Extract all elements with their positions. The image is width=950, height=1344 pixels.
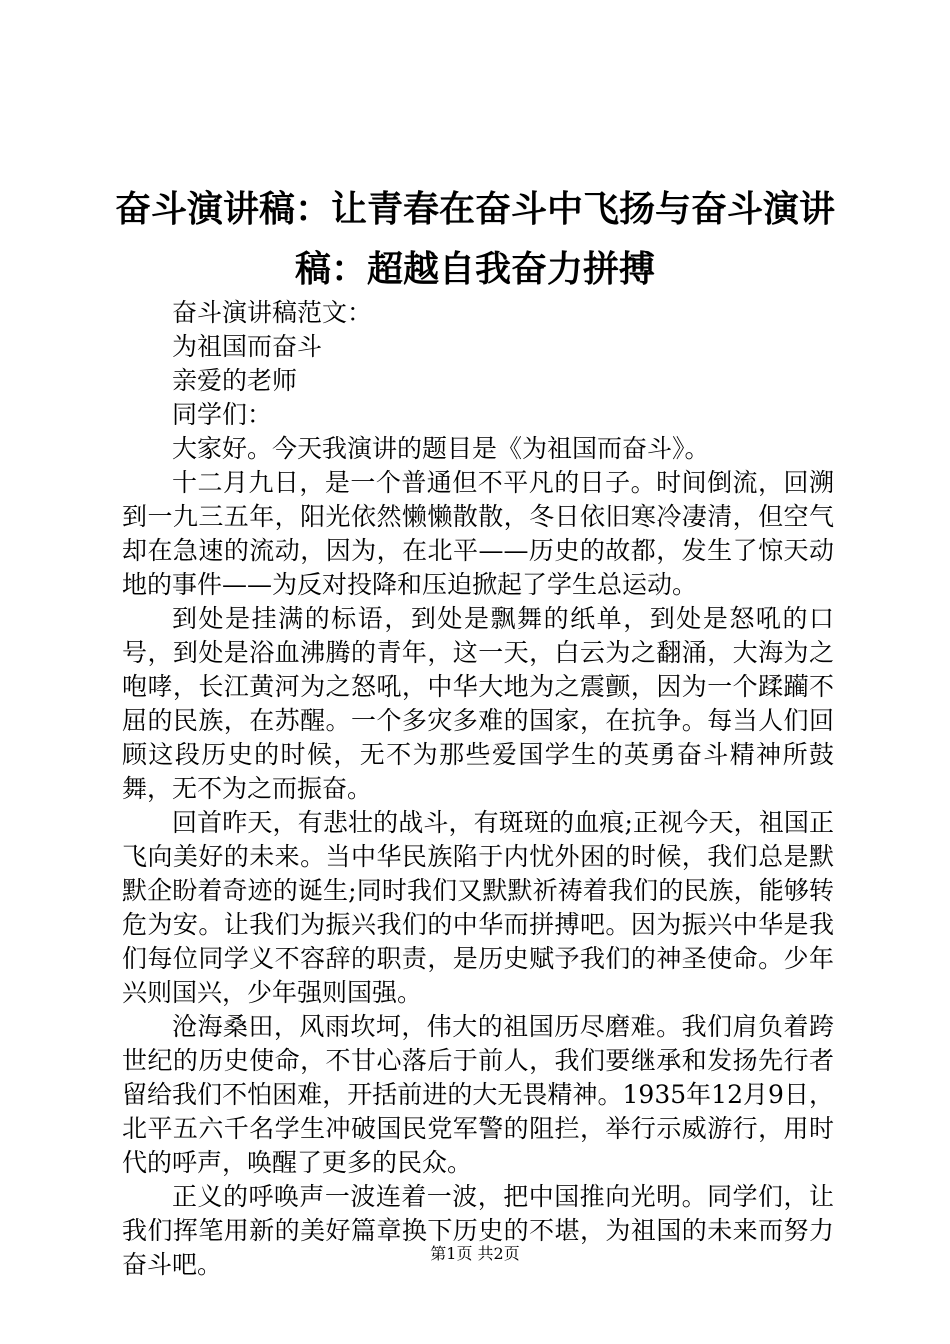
- subtitle-line: 奋斗演讲稿范文：: [172, 298, 373, 327]
- paragraph: 大家好。今天我演讲的题目是《为祖国而奋斗》。: [172, 434, 710, 463]
- page-number-footer: 第1页 共2页: [430, 1244, 520, 1263]
- salutation-line: 同学们：: [172, 400, 273, 429]
- paragraph: 正义的呼唤声一波连着一波，把中国推向光明。同学们，让我们挥笔用新的美好篇章换下历史的不堪，为祖国的未来而努力奋斗吧。: [122, 1182, 834, 1279]
- paragraph: 十二月九日，是一个普通但不平凡的日子。时间倒流，回溯到一九三五年，阳光依然懒懒散散，冬日依旧寒冷凄清，但空气却在急速的流动，因为，在北平——历史的故都，发生了惊天动地的事件——为反对投降和压迫掀起了学生总运动。: [122, 468, 834, 599]
- speech-title-line: 为祖国而奋斗: [172, 332, 323, 361]
- document-body: [122, 296, 834, 1282]
- document-title: 奋斗演讲稿：让青春在奋斗中飞扬与奋斗演讲稿：超越自我奋力拼搏: [114, 189, 835, 290]
- salutation-line: 亲爱的老师: [172, 366, 298, 395]
- paragraph: 到处是挂满的标语，到处是飘舞的纸单，到处是怒吼的口号，到处是浴血沸腾的青年，这一天，白云为之翻涌，大海为之咆哮，长江黄河为之怒吼，中华大地为之震颤，因为一个蹂躏不屈的民族，在苏醒。一个多灾多难的国家，在抗争。每当人们回顾这段历史的时候，无不为那些爱国学生的英勇奋斗精神所鼓舞，无不为之而振奋。: [122, 604, 834, 803]
- paragraph: 回首昨天，有悲壮的战斗，有斑斑的血痕;正视今天，祖国正飞向美好的未来。当中华民族陷于内忧外困的时候，我们总是默默企盼着奇迹的诞生;同时我们又默默祈祷着我们的民族，能够转危为安。让我们为振兴我们的中华而拼搏吧。因为振兴中华是我们每位同学义不容辞的职责，是历史赋予我们的神圣使命。少年兴则国兴，少年强则国强。: [122, 808, 834, 1007]
- paragraph: 沧海桑田，风雨坎坷，伟大的祖国历尽磨难。我们肩负着跨世纪的历史使命，不甘心落后于前人，我们要继承和发扬先行者留给我们不怕困难，开括前进的大无畏精神。1935年12月9日，北平五六千名学生冲破国民党军警的阻拦，举行示威游行，用时代的呼声，唤醒了更多的民众。: [122, 1012, 834, 1177]
